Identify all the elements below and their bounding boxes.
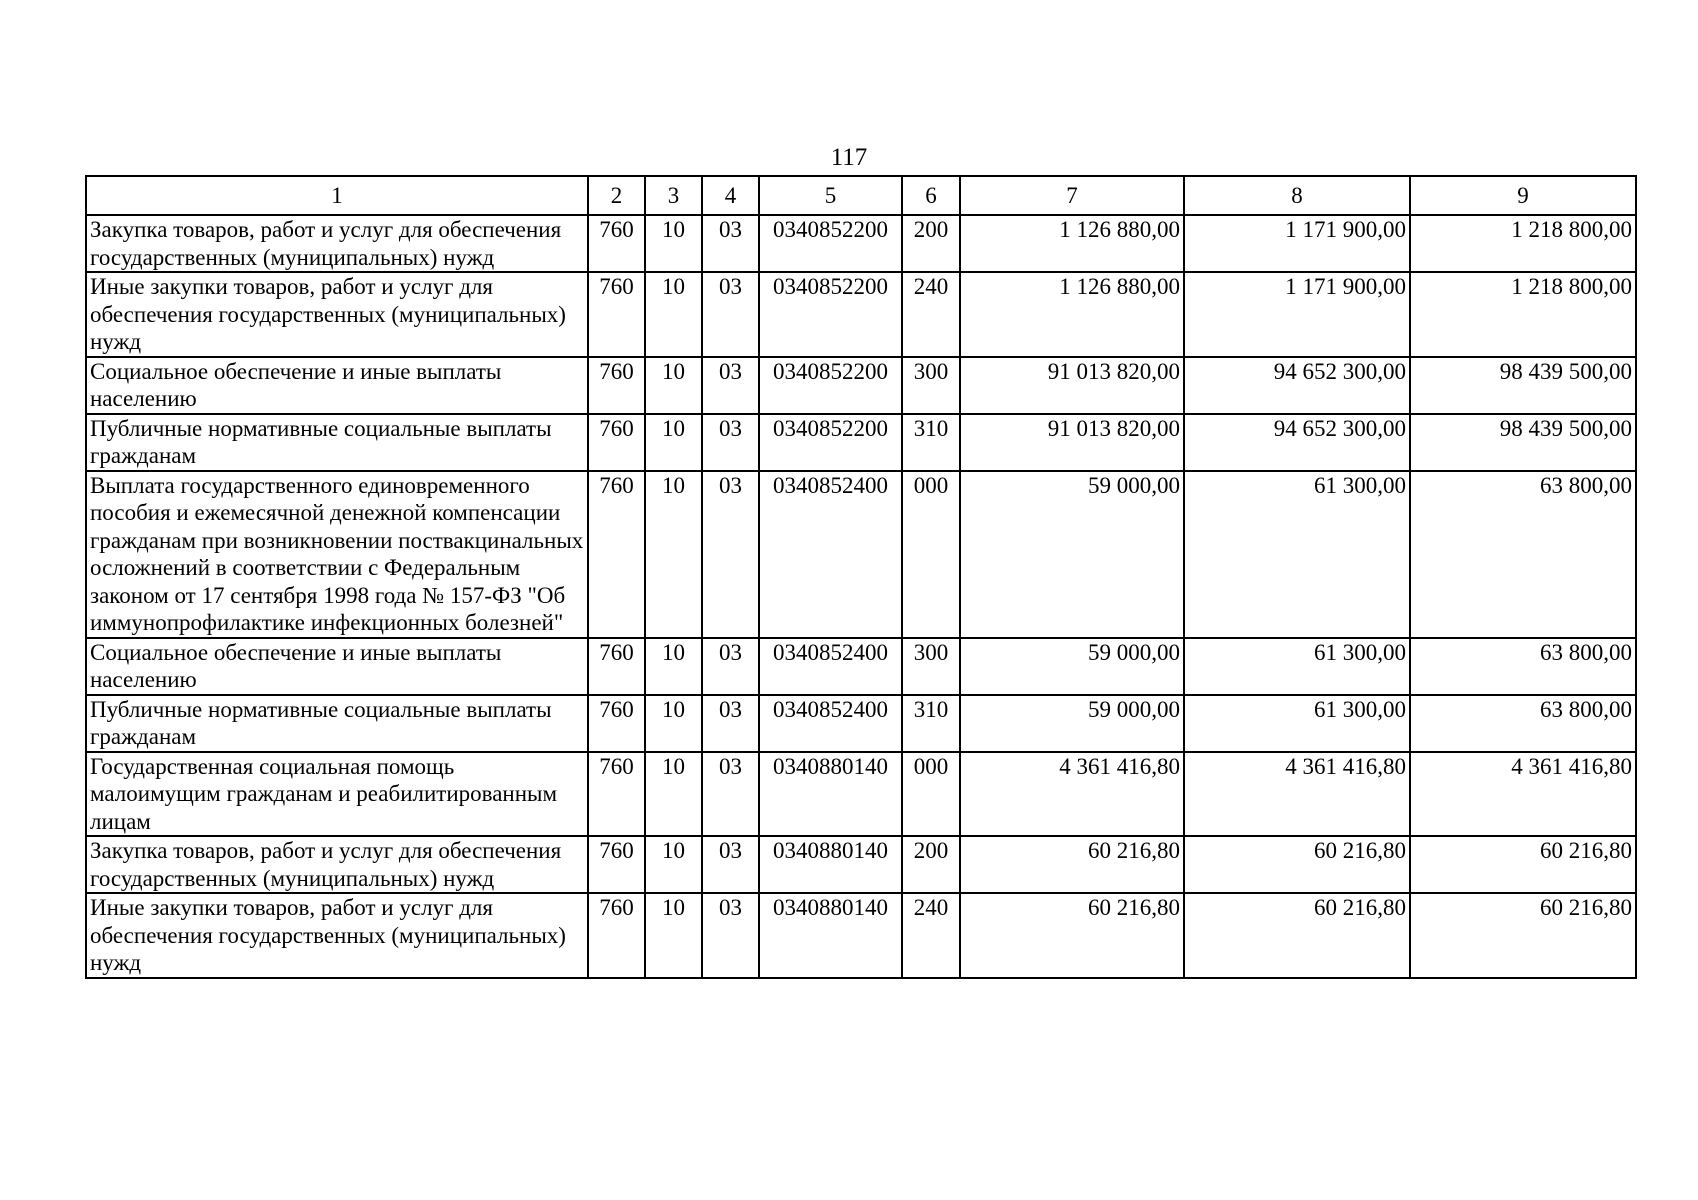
expense-name-cell: Публичные нормативные социальные выплаты гражданам: [86, 695, 588, 752]
subsection-code-cell: 03: [702, 471, 759, 638]
subsection-code-cell: 03: [702, 272, 759, 357]
page-number: 117: [830, 144, 868, 171]
expense-name-cell: Государственная социальная помощь малоимущим гражданам и реабилитированным лицам: [86, 752, 588, 837]
amount-year3-cell: 4 361 416,80: [1410, 752, 1636, 837]
amount-year3-cell: 1 218 800,00: [1410, 215, 1636, 272]
section-code-cell: 10: [645, 357, 702, 414]
amount-year2-cell: 60 216,80: [1184, 836, 1410, 893]
section-code-cell: 10: [645, 893, 702, 978]
table-row: [86, 638, 1636, 695]
section-code-cell: 10: [645, 471, 702, 638]
target-article-cell: 0340880140: [759, 836, 902, 893]
table-row: [86, 414, 1636, 471]
amount-year2-cell: 61 300,00: [1184, 471, 1410, 638]
table-row: [86, 471, 1636, 638]
amount-year2-cell: 94 652 300,00: [1184, 414, 1410, 471]
ministry-code-cell: 760: [588, 893, 645, 978]
header-cell: 5: [759, 176, 902, 215]
amount-year1-cell: 60 216,80: [960, 836, 1184, 893]
target-article-cell: 0340880140: [759, 893, 902, 978]
target-article-cell: 0340852200: [759, 272, 902, 357]
amount-year3-cell: 98 439 500,00: [1410, 414, 1636, 471]
table-row: [86, 215, 1636, 272]
table-row: [86, 836, 1636, 893]
amount-year1-cell: 60 216,80: [960, 893, 1184, 978]
target-article-cell: 0340852400: [759, 471, 902, 638]
target-article-cell: 0340852200: [759, 215, 902, 272]
amount-year1-cell: 1 126 880,00: [960, 215, 1184, 272]
subsection-code-cell: 03: [702, 836, 759, 893]
section-code-cell: 10: [645, 695, 702, 752]
table-row: [86, 272, 1636, 357]
header-cell: 8: [1184, 176, 1410, 215]
header-cell: 3: [645, 176, 702, 215]
amount-year3-cell: 63 800,00: [1410, 638, 1636, 695]
target-article-cell: 0340852200: [759, 414, 902, 471]
ministry-code-cell: 760: [588, 272, 645, 357]
ministry-code-cell: 760: [588, 638, 645, 695]
amount-year1-cell: 1 126 880,00: [960, 272, 1184, 357]
amount-year2-cell: 94 652 300,00: [1184, 357, 1410, 414]
section-code-cell: 10: [645, 752, 702, 837]
amount-year3-cell: 63 800,00: [1410, 471, 1636, 638]
header-cell: 6: [902, 176, 960, 215]
expense-type-cell: 310: [902, 414, 960, 471]
section-code-cell: 10: [645, 836, 702, 893]
header-cell: 7: [960, 176, 1184, 215]
ministry-code-cell: 760: [588, 215, 645, 272]
section-code-cell: 10: [645, 414, 702, 471]
expense-name-cell: Иные закупки товаров, работ и услуг для обеспечения государственных (муниципальных) нужд: [86, 893, 588, 978]
amount-year2-cell: 61 300,00: [1184, 638, 1410, 695]
expense-name-cell: Закупка товаров, работ и услуг для обеспечения государственных (муниципальных) нужд: [86, 215, 588, 272]
subsection-code-cell: 03: [702, 215, 759, 272]
ministry-code-cell: 760: [588, 752, 645, 837]
expense-type-cell: 200: [902, 215, 960, 272]
amount-year1-cell: 91 013 820,00: [960, 414, 1184, 471]
expense-type-cell: 000: [902, 471, 960, 638]
section-code-cell: 10: [645, 638, 702, 695]
header-cell: 4: [702, 176, 759, 215]
expense-name-cell: Социальное обеспечение и иные выплаты населению: [86, 638, 588, 695]
header-cell: 2: [588, 176, 645, 215]
subsection-code-cell: 03: [702, 414, 759, 471]
table-row: [86, 695, 1636, 752]
amount-year2-cell: 1 171 900,00: [1184, 272, 1410, 357]
table-row: [86, 752, 1636, 837]
amount-year2-cell: 1 171 900,00: [1184, 215, 1410, 272]
amount-year1-cell: 59 000,00: [960, 471, 1184, 638]
table-body: [86, 215, 1636, 978]
expense-type-cell: 000: [902, 752, 960, 837]
amount-year3-cell: 63 800,00: [1410, 695, 1636, 752]
expense-type-cell: 300: [902, 357, 960, 414]
amount-year2-cell: 61 300,00: [1184, 695, 1410, 752]
section-code-cell: 10: [645, 215, 702, 272]
header-row: [86, 176, 1636, 215]
ministry-code-cell: 760: [588, 414, 645, 471]
amount-year3-cell: 60 216,80: [1410, 836, 1636, 893]
table-row: [86, 893, 1636, 978]
amount-year1-cell: 59 000,00: [960, 695, 1184, 752]
ministry-code-cell: 760: [588, 836, 645, 893]
amount-year1-cell: 91 013 820,00: [960, 357, 1184, 414]
target-article-cell: 0340852400: [759, 695, 902, 752]
budget-table: [85, 175, 1637, 979]
expense-name-cell: Иные закупки товаров, работ и услуг для обеспечения государственных (муниципальных) нужд: [86, 272, 588, 357]
amount-year3-cell: 1 218 800,00: [1410, 272, 1636, 357]
expense-type-cell: 240: [902, 272, 960, 357]
amount-year1-cell: 4 361 416,80: [960, 752, 1184, 837]
header-cell: 9: [1410, 176, 1636, 215]
expense-type-cell: 240: [902, 893, 960, 978]
target-article-cell: 0340852400: [759, 638, 902, 695]
section-code-cell: 10: [645, 272, 702, 357]
ministry-code-cell: 760: [588, 471, 645, 638]
expense-name-cell: Выплата государственного единовременного пособия и ежемесячной денежной компенсации гражданам при возникновении поствакцинальных осложнений в соответствии с Федеральным законом от 17 сентября 1998 года № 157-ФЗ "Об иммунопрофилактике инфекционных болезней": [86, 471, 588, 638]
expense-type-cell: 310: [902, 695, 960, 752]
target-article-cell: 0340852200: [759, 357, 902, 414]
amount-year3-cell: 60 216,80: [1410, 893, 1636, 978]
amount-year2-cell: 60 216,80: [1184, 893, 1410, 978]
amount-year1-cell: 59 000,00: [960, 638, 1184, 695]
expense-name-cell: Закупка товаров, работ и услуг для обеспечения государственных (муниципальных) нужд: [86, 836, 588, 893]
subsection-code-cell: 03: [702, 357, 759, 414]
subsection-code-cell: 03: [702, 695, 759, 752]
subsection-code-cell: 03: [702, 638, 759, 695]
target-article-cell: 0340880140: [759, 752, 902, 837]
ministry-code-cell: 760: [588, 357, 645, 414]
expense-name-cell: Публичные нормативные социальные выплаты гражданам: [86, 414, 588, 471]
expense-name-cell: Социальное обеспечение и иные выплаты населению: [86, 357, 588, 414]
table-row: [86, 357, 1636, 414]
subsection-code-cell: 03: [702, 752, 759, 837]
amount-year3-cell: 98 439 500,00: [1410, 357, 1636, 414]
ministry-code-cell: 760: [588, 695, 645, 752]
subsection-code-cell: 03: [702, 893, 759, 978]
expense-type-cell: 200: [902, 836, 960, 893]
header-cell: 1: [86, 176, 588, 215]
amount-year2-cell: 4 361 416,80: [1184, 752, 1410, 837]
expense-type-cell: 300: [902, 638, 960, 695]
